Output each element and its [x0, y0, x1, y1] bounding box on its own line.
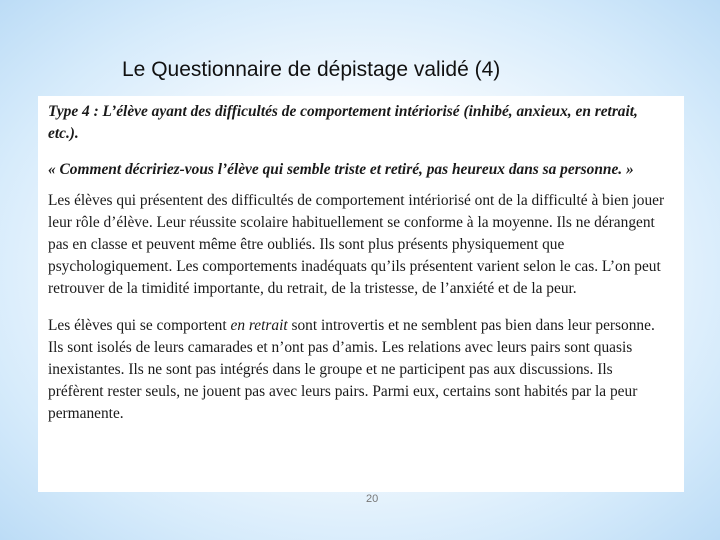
page-number: 20	[366, 493, 379, 505]
paragraph-2-text-end: sont introvertis et ne semblent pas bien dans leur personne. Ils sont isolés de leurs camarades et n’ont pas d’amis. Les relations avec leurs pairs sont quasis inexistantes. Ils ne sont pas intégrés dans le groupe et ne participent pas aux discussions. Ils préfèrent rester seuls, ne jouent pas avec leurs pairs. Parmi eux, certains sont habités par la peur permanente.	[48, 317, 655, 422]
paragraph-2-text-start: Les élèves qui se comportent	[48, 317, 231, 334]
document-excerpt	[38, 96, 684, 492]
slide-title: Le Questionnaire de dépistage validé (4)	[122, 58, 501, 81]
paragraph-2-emphasis: en retrait	[230, 317, 288, 334]
document-paragraph-1: Les élèves qui présentent des difficultés de comportement intériorisé ont de la difficulté à bien jouer leur rôle d’élève. Leur réussite scolaire habituellement se conforme à la moyenne. Ils ne dérangent pas en classe et peuvent même être oubliés. Ils sont plus présents physiquement que psychologiquement. Les comportements inadéquats qu’ils présentent varient selon le cas. L’on peut retrouver de la timidité importante, du retrait, de la tristesse, de l’anxiété et de la peur.	[48, 192, 665, 297]
document-heading: Type 4 : L’élève ayant des difficultés de comportement intériorisé (inhibé, anxieux, en retrait, etc.).	[48, 103, 638, 142]
document-paragraph-2	[48, 315, 670, 425]
document-question: « Comment décririez-vous l’élève qui semble triste et retiré, pas heureux dans sa personne. »	[48, 161, 634, 178]
